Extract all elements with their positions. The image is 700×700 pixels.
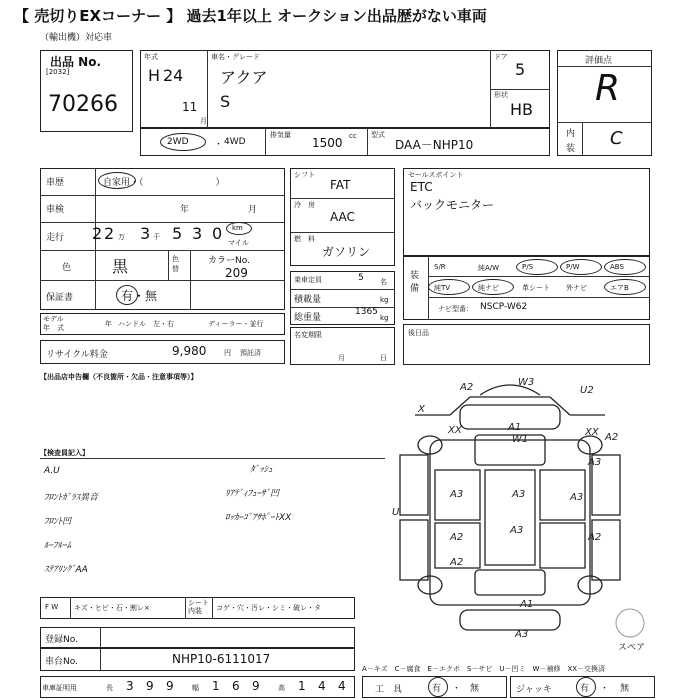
inspection-label: 車検 [46, 205, 65, 215]
equip-row1-cell-circle-3 [560, 259, 602, 275]
diagram-mark: A1 [520, 599, 534, 610]
equip-row1-cell-3: P/W [566, 263, 580, 271]
subheader: （輸出機）対応車 [40, 33, 113, 43]
color-code: 209 [225, 266, 248, 280]
model-row-year: 年 [105, 320, 112, 328]
seat-label: シート内装 [188, 599, 209, 615]
lot-number: 70266 [48, 92, 118, 117]
name-change-month: 月 [338, 354, 345, 362]
equip-row2-cell-circle-4 [604, 279, 646, 295]
cert-height: 高 [278, 684, 285, 692]
equip-row1-cell-4: ABS [610, 263, 624, 271]
displacement-label: 排気量 [270, 131, 291, 139]
model-type-value: DAA－NHP10 [395, 138, 474, 152]
drive-4wd: 4WD [224, 137, 246, 147]
color-label: 色 [62, 263, 72, 273]
weight-unit: kg [380, 314, 389, 322]
history-value: 自家用・（ ） [103, 178, 225, 188]
cert-h1: 1 [298, 679, 306, 693]
model-row-label1: モデル [43, 315, 64, 323]
cert-w1: 1 [212, 679, 220, 693]
jack-yes: 有 [580, 684, 590, 694]
inspector-right-line: ﾀﾞｯｼｭ [250, 465, 273, 475]
equip-row1-cell-circle-2 [516, 259, 558, 275]
diagram-mark: X [418, 404, 425, 415]
chassis-label: 車台No. [45, 657, 78, 667]
year-month: 11 [182, 100, 198, 114]
chassis-value: NHP10-6111017 [172, 652, 271, 666]
inspection-year: 年 [180, 205, 190, 215]
sales-points-line2: バックモニター [410, 198, 495, 212]
warranty-options: 有・無 [121, 289, 158, 303]
equip-row2-cell-0: 純TV [434, 284, 451, 292]
displacement-unit: cc [349, 132, 357, 140]
diagram-mark: U [392, 507, 400, 518]
weight-value: 1365 [355, 307, 378, 317]
capacity-value: 5 [358, 273, 364, 283]
diagram-mark: A3 [450, 489, 464, 500]
fuel-value: ガソリン [322, 245, 371, 259]
inspector-line: ﾙｰﾌﾙｰﾑ [44, 541, 72, 551]
mileage-d2: 2 [104, 224, 115, 243]
cert-length: 長 [106, 684, 113, 692]
sales-points-line1: ETC [410, 180, 433, 194]
recycle-value: 9,980 [172, 344, 207, 358]
navi-label: ナビ型番： [438, 305, 473, 313]
equip-row1-cell-circle-4 [604, 259, 646, 275]
registration-row [40, 627, 355, 648]
equip-row2-cell-3: 外ナビ [566, 284, 587, 292]
aircon-label: 冷 房 [294, 201, 315, 209]
equip-row2-cell-circle-0 [428, 279, 470, 295]
mileage-d6: 0 [212, 224, 223, 243]
diagram-mark: A3 [570, 492, 584, 503]
capacity-unit: 名 [380, 278, 387, 286]
fw-items: キズ・ヒビ・石・割レ× [74, 604, 150, 612]
diagram-mark: A3 [588, 457, 602, 468]
model-label: 車名・グレード [211, 53, 260, 61]
equip-row1-cell-0: S/R [434, 263, 446, 271]
mileage-d1: 2 [92, 224, 103, 243]
mileage-km: km [232, 224, 243, 232]
mileage-d4: 5 [172, 224, 183, 243]
grade-value: R [595, 68, 621, 109]
banner-title: 【 売切りEXコーナー 】 過去1年以上 オークション出品歴がない車両 [0, 0, 700, 33]
fw-label: F W [45, 603, 59, 611]
color-value: 黒 [112, 257, 129, 276]
shape-value: HB [510, 100, 534, 119]
tools-yes: 有 [432, 684, 442, 694]
equip-row2-cell-2: 革シート [522, 284, 550, 292]
shift-label: シフト [294, 171, 315, 179]
year-value: 24 [163, 66, 184, 85]
drive-2wd: 2WD [167, 137, 189, 147]
year-era: H [148, 66, 161, 85]
grade-label: 評価点 [585, 56, 613, 66]
capacity-label: 乗車定員 [294, 276, 322, 284]
color-code-label: カラーNo. [208, 256, 250, 266]
fuel-label: 燃 料 [294, 235, 315, 243]
doors-label: ドア [494, 53, 508, 61]
inspector-line: A.U [44, 466, 60, 476]
mileage-d5: 3 [192, 224, 203, 243]
equip-row2-cell-4: エアB [610, 284, 629, 292]
diagram-mark: A2 [605, 432, 619, 443]
recycle-note: 預託済 [240, 349, 261, 357]
equip-row2-cell-1: 純ナビ [478, 284, 499, 292]
cert-h3: 4 [338, 679, 346, 693]
cert-l2: 9 [146, 679, 154, 693]
shape-label: 形状 [494, 91, 508, 99]
lot-code: [2032] [46, 68, 70, 76]
inspector-line: ﾌﾛﾝﾄｶﾞﾗｽ異音 [44, 493, 99, 503]
tools-label: 工 具 [375, 685, 403, 695]
diagram-mark: A3 [510, 525, 524, 536]
interior-label-2: 装 [566, 144, 576, 154]
cert-l3: 9 [166, 679, 174, 693]
cert-label: 車庫証明用 [42, 684, 77, 692]
cert-w3: 9 [252, 679, 260, 693]
doors-value: 5 [515, 60, 526, 79]
inspector-label: 【検査員記入】 [40, 449, 89, 457]
warranty-label: 保証書 [46, 293, 74, 303]
shift-value: FAT [330, 178, 351, 192]
cert-l1: 3 [126, 679, 134, 693]
lot-label: 出品 No. [50, 55, 102, 69]
equip-row2-cell-circle-1 [472, 279, 514, 295]
equip-row1-cell-2: P/S [522, 263, 534, 271]
seat-items: コゲ・穴・汚レ・シミ・破レ・タ [216, 604, 321, 612]
mileage-man: 万 [118, 233, 125, 241]
recycle-label: リサイクル料金 [46, 350, 108, 360]
diagram-mark: XX [585, 427, 599, 438]
car-diagram [390, 375, 660, 640]
diagram-mark: A2 [450, 557, 464, 568]
seller-notes-label: 【出品店申告欄（不良箇所・欠品・注意事項等）】 [40, 373, 198, 381]
load-label: 積載量 [294, 295, 322, 305]
recycle-unit: 円 [224, 349, 231, 357]
later-date-label: 後日品 [408, 329, 429, 337]
displacement-value: 1500 [312, 136, 343, 150]
diagram-mark: W1 [512, 434, 529, 445]
diagram-mark: U2 [580, 385, 594, 396]
equipment-label: 装備 [410, 271, 420, 294]
mileage-label: 走行 [46, 233, 65, 243]
mileage-d3: 3 [140, 224, 151, 243]
later-date-box [403, 324, 650, 365]
model-name: アクア [220, 68, 268, 87]
diagram-mark: A3 [515, 629, 529, 640]
jack-label: ジャッキ [516, 685, 552, 695]
defect-legend: A－キズ C－腐食 E－エクボ S－サビ U－凹ミ W－補修 XX－交換済 [362, 665, 606, 673]
load-unit: kg [380, 296, 389, 304]
interior-value: C [610, 128, 623, 149]
diagram-mark: A3 [512, 489, 526, 500]
jack-no: 無 [620, 684, 630, 694]
mileage-sen: 千 [153, 233, 160, 241]
inspector-right-line: ﾘｱﾃﾞｨﾌｭｰｻﾞ凹 [225, 489, 280, 499]
inspector-line: ｽﾃｱﾘﾝｸﾞAA [44, 565, 88, 575]
aircon-value: AAC [330, 210, 355, 224]
cert-width: 幅 [192, 684, 199, 692]
color-change-label: 色替 [172, 255, 179, 273]
equip-row1-cell-1: 純A/W [478, 264, 500, 272]
navi-value: NSCP-W62 [480, 302, 528, 312]
name-change-day: 日 [380, 354, 387, 362]
year-month-unit: 月 [200, 117, 207, 125]
weight-label: 総重量 [294, 313, 322, 323]
inspector-line: ﾌﾛﾝﾄ凹 [44, 517, 72, 527]
diagram-mark: A2 [588, 532, 602, 543]
model-row-label2: 年 式 [43, 324, 64, 332]
diagram-mark: A2 [450, 532, 464, 543]
model-row-dealer: ディーラー・並行 [208, 320, 264, 328]
cert-w2: 6 [232, 679, 240, 693]
history-label: 車歴 [46, 178, 65, 188]
name-change-label: 名変期限 [294, 331, 322, 339]
inspector-right-line: ﾛｯｶｰｺﾞｱｻﾎﾟｰﾄXX [225, 513, 292, 523]
model-type-label: 型式 [371, 131, 385, 139]
interior-label-1: 内 [566, 129, 576, 139]
sales-points-label: セールスポイント [408, 171, 464, 179]
diagram-mark: A2 [460, 382, 474, 393]
registration-label: 登録No. [45, 635, 78, 645]
year-label: 年式 [144, 53, 158, 61]
inspection-month: 月 [248, 205, 258, 215]
diagram-mark: W3 [518, 377, 535, 388]
diagram-mark: A1 [508, 422, 522, 433]
diagram-mark: XX [448, 425, 462, 436]
tools-no: 無 [470, 684, 480, 694]
model-row-handle: ハンドル 左・右 [118, 320, 174, 328]
spare-label: スペア [618, 643, 646, 653]
model-grade: S [220, 92, 231, 111]
mileage-mile: マイル [228, 239, 249, 247]
cert-h2: 4 [318, 679, 326, 693]
